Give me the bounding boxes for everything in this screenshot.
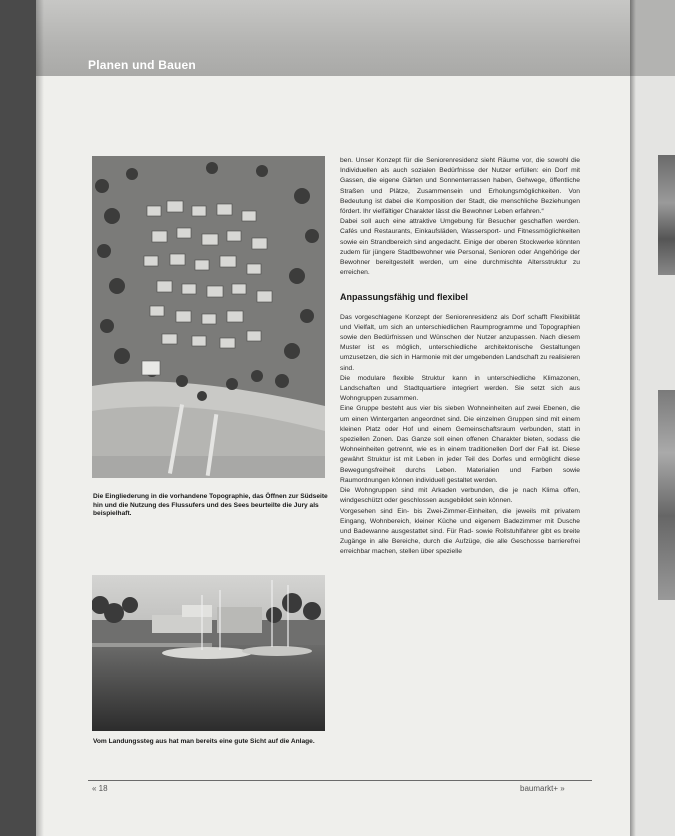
magazine-brand: baumarkt+ » (520, 784, 565, 793)
adjacent-photo-top (658, 155, 675, 275)
adjacent-photo-bottom (658, 390, 675, 600)
article-paragraph: Das vorgeschlagene Konzept der Seniorenresidenz als Dorf schafft Flexibilität und Vielfalt, um sich an unterschiedlichen Raumprogramme und Topographien sowie den Bedürfnissen und Wünschen der Nutzer anzupassen. Nach diesem Muster ist es möglich, unterschiedliche architektonische Gestaltungen umzusetzen, die sich in Harmonie mit der umgebenden Landschaft zu realisieren sind. (340, 313, 580, 372)
article-paragraph: Eine Gruppe besteht aus vier bis sieben Wohneinheiten auf zwei Ebenen, die um einen Wintergarten angeordnet sind. Die einzelnen Gruppen sind mit einem kleinen Platz oder Hof und einem Gemeinschaftsraum verbunden, statt in speziellen Zonen. Das Ganze soll einen offenen Charakter bieten, sodass die Wohneinheiten getrennt, wie es in einem traditionellen Dorf der Fall ist. Diese gewährt Struktur ist mit Leben in jeder Teil des Dorfes und ermöglicht diese Bewegungsfreiheit durchs Leben. Materialien und Farben sowie Raumordnungen können individuell gestaltet werden. (340, 405, 580, 484)
section-title: Planen und Bauen (88, 58, 196, 72)
page-number: « 18 (92, 784, 108, 793)
harbor-photo-caption: Vom Landungssteg aus hat man bereits eine gute Sicht auf die Anlage. (93, 738, 315, 745)
article-paragraph: Die modulare flexible Struktur kann in unterschiedliche Klimazonen, Landschaften und Stadtquartiere integriert werden. Sie setzt sich aus Wohngruppen zusammen. (340, 374, 580, 403)
magazine-page (36, 0, 630, 836)
article-subheading: Anpassungsfähig und flexibel (340, 292, 469, 303)
article-paragraph: ben. Unser Konzept für die Seniorenresidenz sieht Räume vor, die sowohl die Individuellen als auch sozialen Bedürfnisse der Nutzer erfüllen: ein Dorf mit Gassen, die eigene Gärten und Sonnenterrassen haben, Gehwege, öffentliche Straßen und Plätze, Zusammensein und Erholungsmöglichkeiten. Von Bedeutung ist dabei die Komposition der Stadt, die menschliche Beziehungen fördert. Ihr vielfältiger Charakter lässt die Bewohner Leben erfahren.“ (340, 157, 580, 216)
architectural-model-photo (92, 156, 325, 478)
article-paragraph: Dabei soll auch eine attraktive Umgebung für Besucher geschaffen werden. Cafés und Restaurants, Einkaufsläden, Wassersport- und Fitnessmöglichkeiten sowie ein Strandbereich sind angedacht. Einige der oberen Stockwerke könnten zudem für jüngere Stadtbewohner wie Personal, Senioren oder Angehörige der Bewohner bereitgestellt werden, um eine durchmischte Altersstruktur zu erreichen. (340, 218, 580, 277)
harbor-photo (92, 575, 325, 731)
adjacent-page (630, 0, 675, 836)
footer-rule (88, 780, 592, 781)
article-paragraph: Vorgesehen sind Ein- bis Zwei-Zimmer-Einheiten, die jeweils mit privatem Eingang, Wohnbereich, kleiner Küche und eigenem Badezimmer mit Dusche und Badewanne ausgestattet sind. Für Rad- sowie Rollstuhlfahrer gibt es breite Zugänge in alle Bereiche, durch die Aufzüge, die alle Geschosse barrierefrei erreichbar machen, stellen über spezielle (340, 507, 580, 556)
model-photo-caption: Die Eingliederung in die vorhandene Topographie, das Öffnen zur Südseite hin und die Nutzung des Flussufers und des Sees beurteilte die Jury als beispielhaft. (93, 493, 328, 518)
article-column (340, 156, 580, 558)
article-paragraph: Die Wohngruppen sind mit Arkaden verbunden, die je nach Klima offen, windgeschützt oder geschlossen ausgebildet sein können. (340, 487, 580, 505)
